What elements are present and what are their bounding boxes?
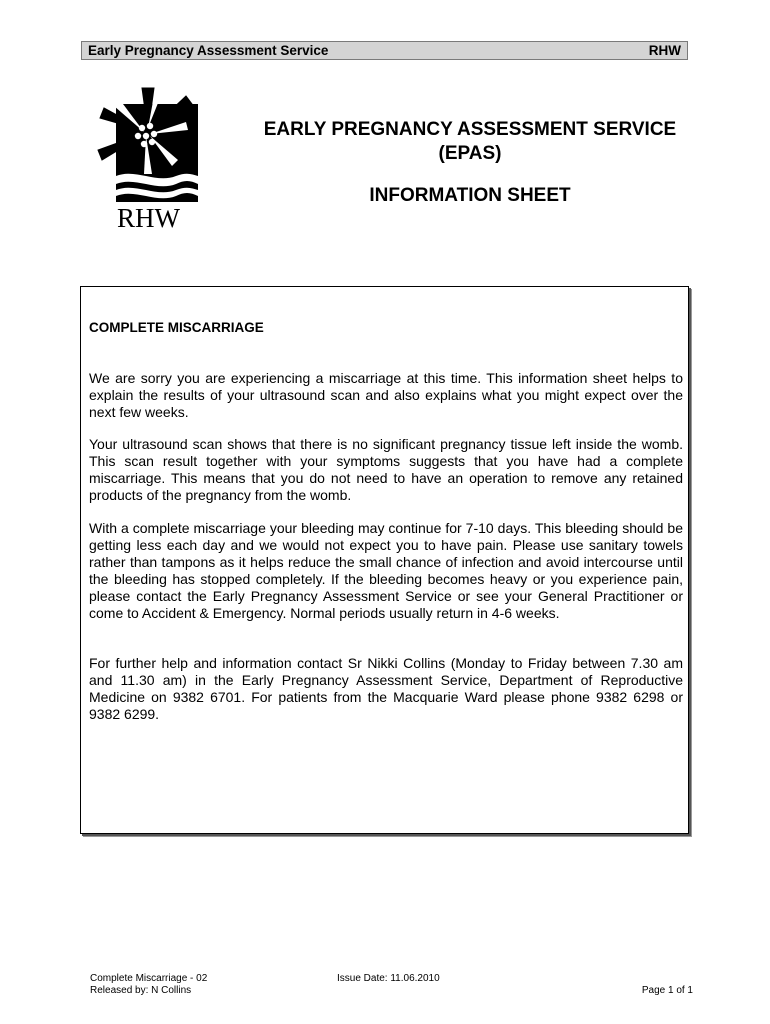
header-org-code: RHW (648, 43, 681, 58)
footer-document-info (90, 973, 207, 997)
logo-text: RHW (117, 203, 180, 233)
footer-issue-date: Issue Date: 11.06.2010 (337, 973, 440, 984)
paragraph-introduction: We are sorry you are experiencing a miscarriage at this time. This information sheet helps to explain the results of your ultrasound scan and also explains what you might expect over the next few weeks. (89, 370, 683, 420)
footer-released-by: Released by: N Collins (90, 985, 192, 996)
information-content-box (80, 286, 689, 834)
document-title: EARLY PREGNANCY ASSESSMENT SERVICE (263, 119, 677, 140)
header-service-name: Early Pregnancy Assessment Service (88, 43, 329, 58)
flannel-flower-logo-icon (86, 84, 206, 234)
footer-document-name: Complete Miscarriage - 02 (90, 973, 208, 984)
paragraph-bleeding-advice: With a complete miscarriage your bleeding may continue for 7-10 days. This bleeding should be getting less each day and we would not expect you to have pain. Please use sanitary towels rather than tampons as it helps reduce the small chance of infection and avoid intercourse until the bleeding has stopped completely. If the bleeding becomes heavy or you experience pain, please contact the Early Pregnancy Assessment Service or see your General Practitioner or come to Accident & Emergency. Normal periods usually return in 4-6 weeks. (89, 520, 683, 621)
document-subtitle: INFORMATION SHEET (369, 185, 571, 206)
rhw-logo (86, 84, 206, 234)
paragraph-scan-result: Your ultrasound scan shows that there is no significant pregnancy tissue left inside the womb. This scan result together with your symptoms suggests that you have had a complete miscarriage. This means that you do not need to have an operation to remove any retained products of the pregnancy from the womb. (89, 436, 683, 503)
document-header-bar (81, 41, 688, 60)
document-title-block (222, 118, 718, 208)
paragraph-contact-info: For further help and information contact Sr Nikki Collins (Monday to Friday between 7.30 am and 11.30 am) in the Early Pregnancy Assessment Service, Department of Reproductive Medicine on 9382 6701. For patients from the Macquarie Ward please phone 9382 6298 or 9382 6299. (89, 655, 683, 722)
document-title-abbreviation: (EPAS) (438, 143, 502, 164)
footer-page-number: Page 1 of 1 (641, 985, 693, 996)
section-heading: COMPLETE MISCARRIAGE (89, 320, 264, 335)
